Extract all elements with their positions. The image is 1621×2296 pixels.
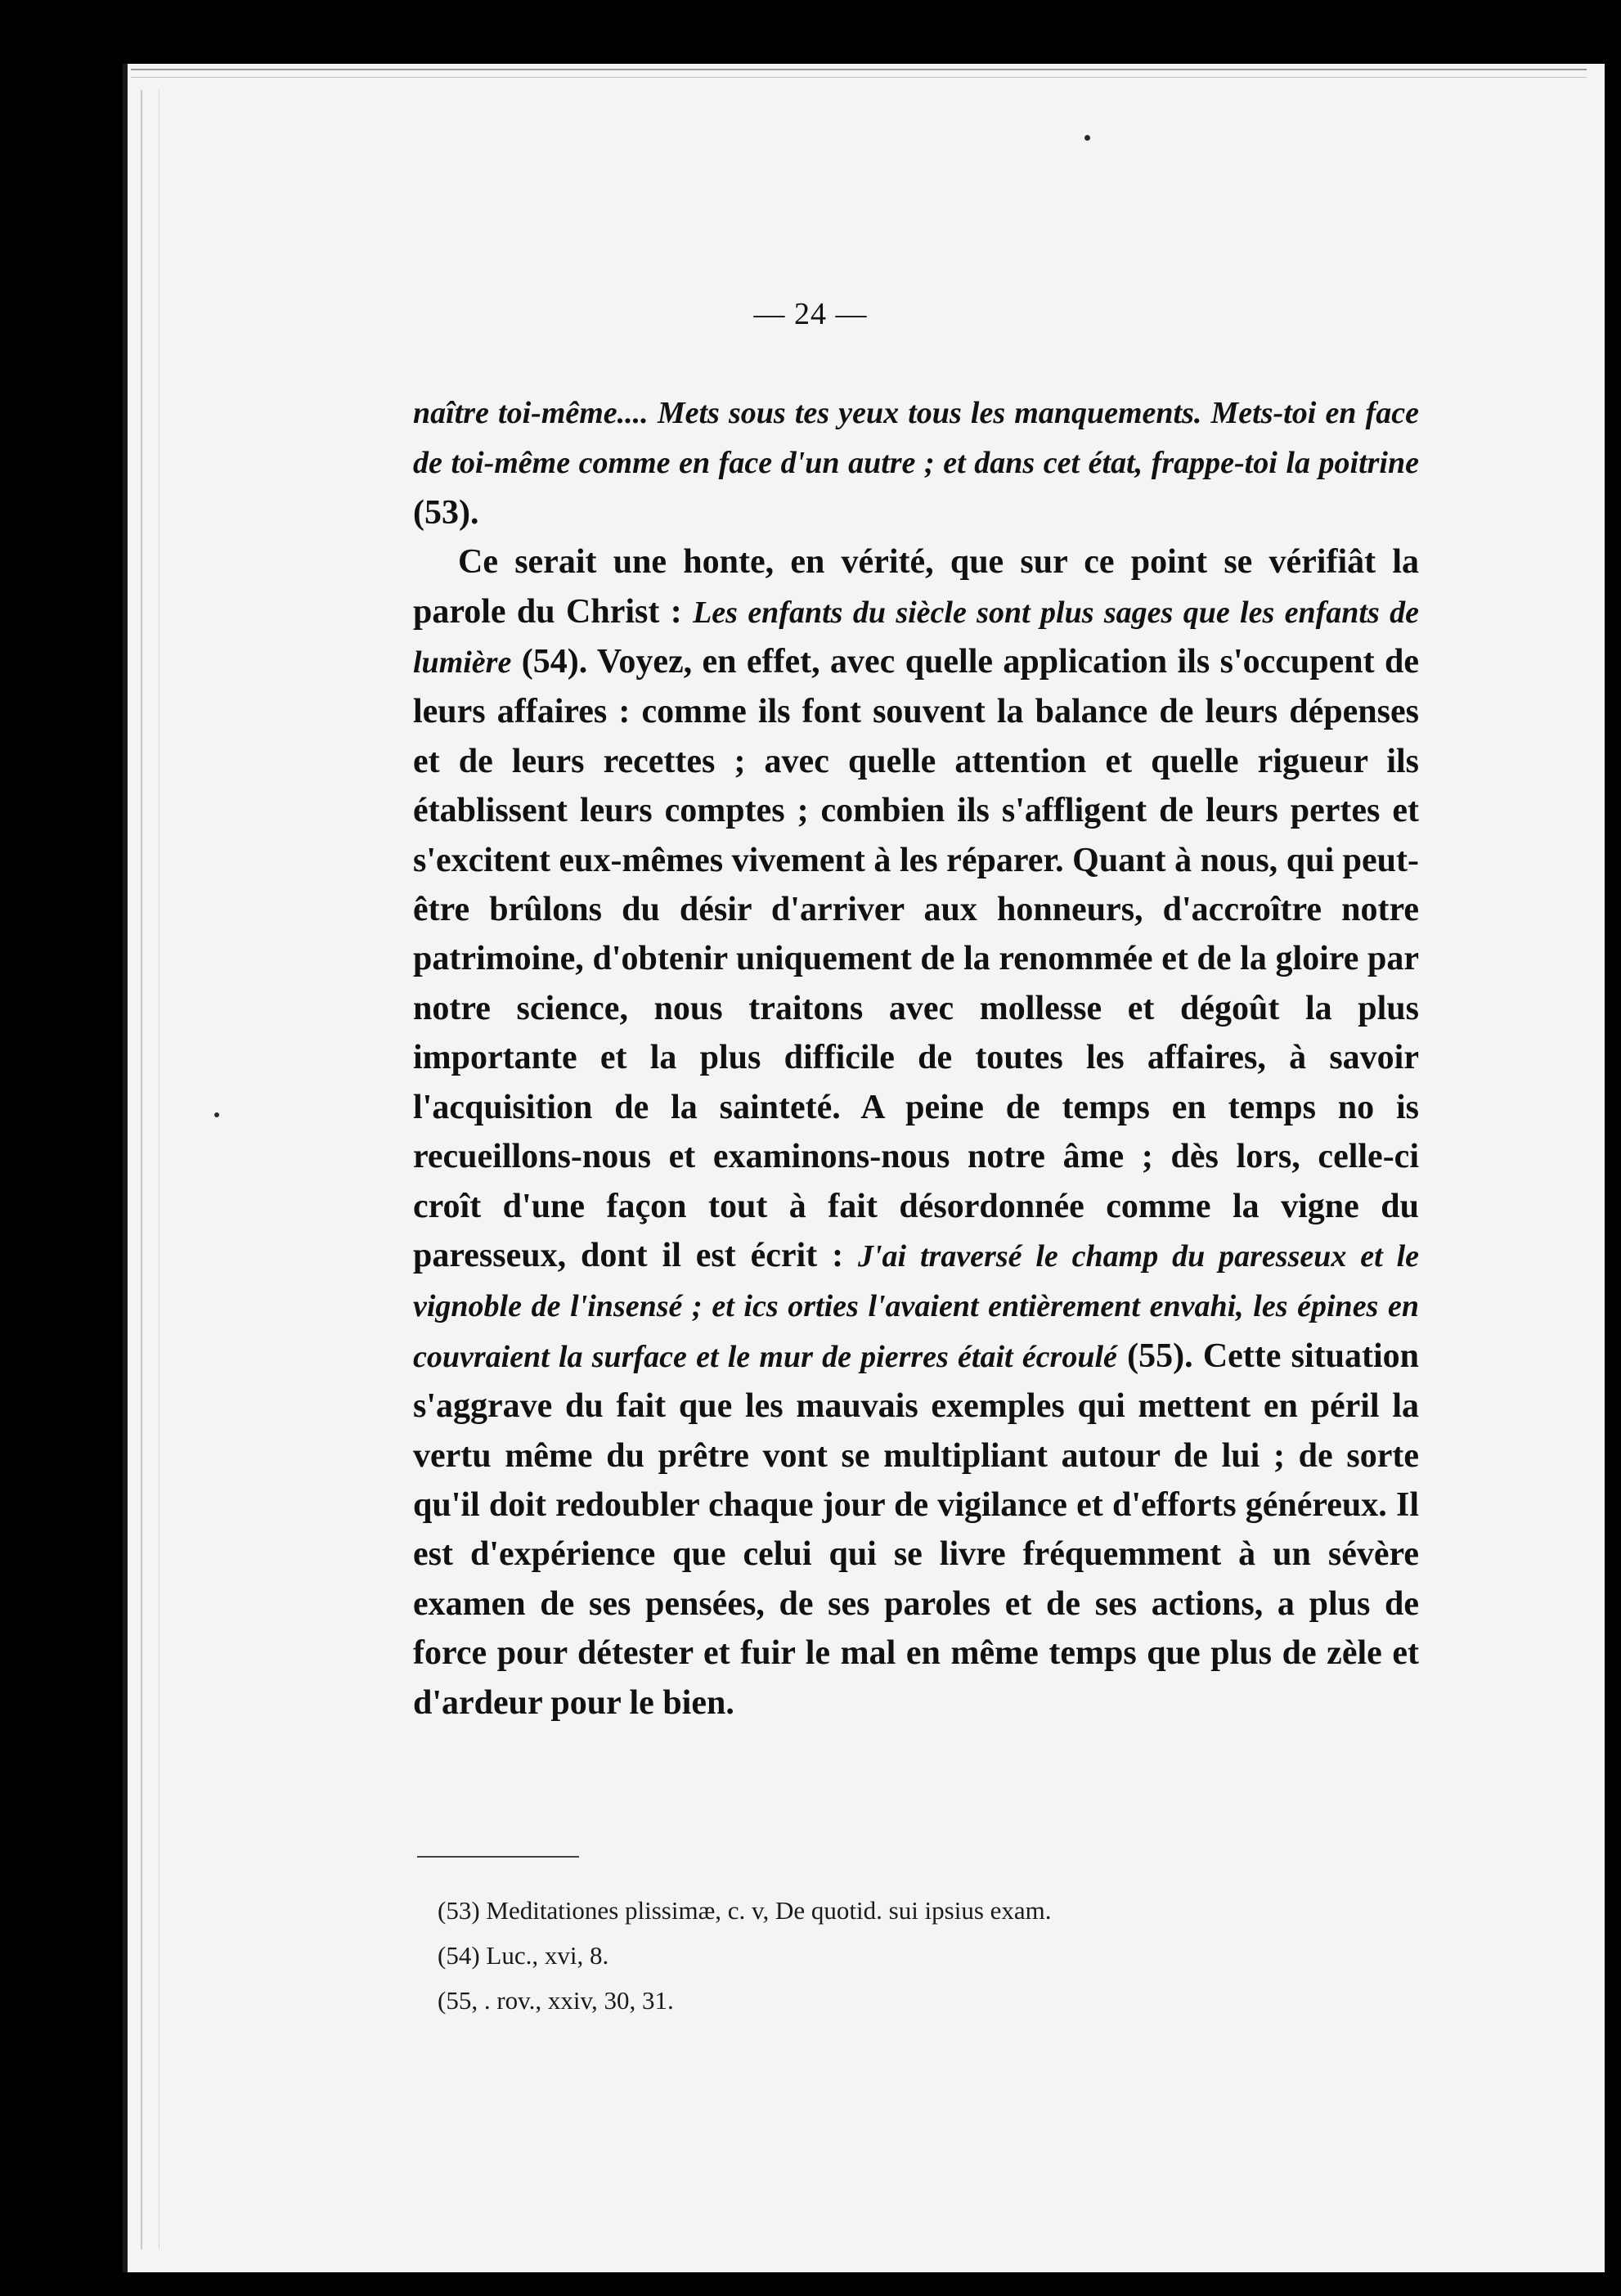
- paragraph-2: [413, 537, 1419, 1728]
- footnote-55: (55, . rov., xxiv, 30, 31.: [438, 1986, 674, 2015]
- page-left-edge: [141, 90, 159, 2249]
- text-run: (55). Cette situation s'aggrave du fait que les mauvais exemples qui mettent en péril la vertu même du prêtre vont se multipliant autour de lui ; de sorte qu'il doit redoubler chaque jour de vigilance et d'efforts généreux. Il est d'expérience que celui qui se livre fréquemment à un sévère examen de ses pensées, de ses paroles et de ses actions, a plus de force pour détester et fuir le mal en même temps que plus de zèle et d'ardeur pour le bien.: [413, 1337, 1420, 1722]
- body-text: [413, 389, 1419, 1728]
- page-top-edge: [131, 69, 1587, 78]
- footnote-54: (54) Luc., xvi, 8.: [438, 1941, 609, 1970]
- paragraph-1: [413, 388, 1419, 537]
- italic-quote: Les enfants du siècle sont plus sages que les enfants de lumière: [413, 595, 1420, 681]
- scan-speck: [214, 1112, 219, 1117]
- footnote-53: (53) Meditationes plissimæ, c. v, De quotid. sui ipsius exam.: [438, 1896, 1052, 1925]
- text-run: (54). Voyez, en effet, avec quelle application ils s'occupent de leurs affaires : comme ils font souvent la balance de leurs dépenses et de leurs recettes ; avec quelle attention et quelle rigueur ils établissent leurs comptes ; combien ils s'affligent de leurs pertes et s'excitent eux-mêmes vivement à les réparer. Quant à nous, qui peut-être brûlons du désir d'arriver aux honneurs, d'accroître notre patrimoine, d'obtenir uniquement de la renommée et de la gloire par notre science, nous traitons avec mollesse et dégoût la plus importante et la plus difficile de toutes les affaires, à savoir l'acquisition de la sainteté. A peine de temps en temps no is recueillons-nous et examinons-nous notre âme ; dès lors, celle-ci croît d'une façon tout à fait désordonnée comme la vigne du paresseux, dont il est écrit :: [413, 643, 1420, 1274]
- italic-quote: J'ai traversé le champ du paresseux et le vignoble de l'insensé ; et ics orties l'avaient entièrement envahi, les épines en couvraient la surface et le mur de pierres était écroulé: [413, 1238, 1419, 1374]
- footnote-ref: (53).: [413, 493, 479, 532]
- footnote-rule: [417, 1856, 579, 1858]
- italic-quote: naître toi-même.... Mets sous tes yeux tous les manquements. Mets-toi en face de toi-même comme en face d'un autre ; et dans cet état, frappe-toi la poitrine: [413, 396, 1419, 481]
- scan-speck: [1084, 135, 1090, 141]
- page-number: — 24 —: [753, 297, 868, 331]
- text-run: Ce serait une honte, en vérité, que sur ce point se vérifiât la parole du Christ :: [413, 543, 1419, 631]
- footnotes: [438, 1888, 1419, 2023]
